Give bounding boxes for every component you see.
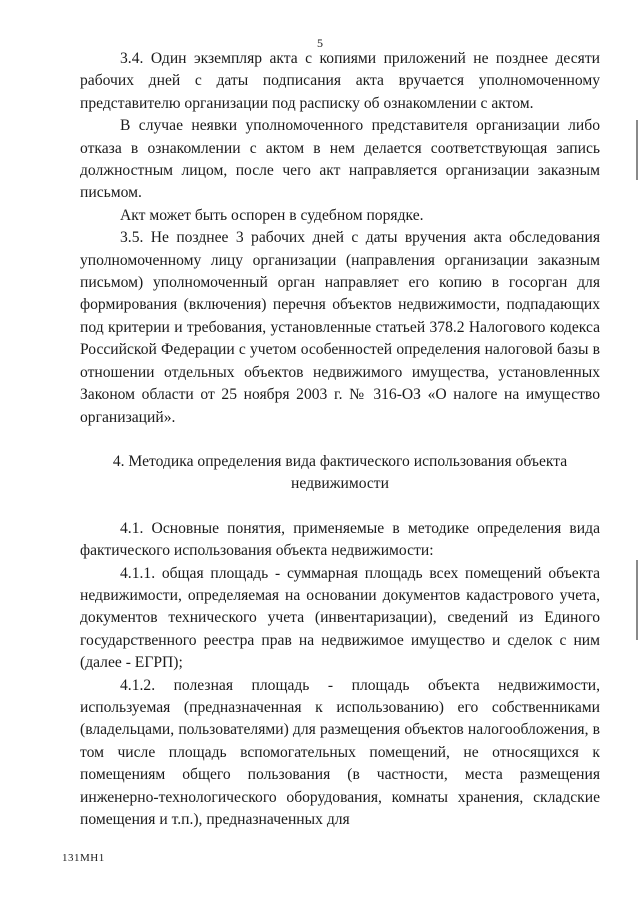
paragraph-appeal: Акт может быть оспорен в судебном порядке.: [120, 206, 424, 224]
paragraph-no-show: В случае неявки уполномоченного представителя организации либо отказа в ознакомлении с актом в нем делается соответствующая запись должностным лицом, после чего акт направляется организации заказным письмом.: [80, 117, 600, 202]
paragraph-4-1-2: 4.1.2. полезная площадь - площадь объекта недвижимости, используемая (предназначенная к использованию) его собственниками (владельцами, пользователями) для размещения объектов налогообложения, в том числе площадь вспомогательных помещений, не относящихся к помещениям общего пользования (в частности, места размещения инженерно-технологического оборудования, комнаты хранения, складские помещения и т.п.), предназначенных для: [80, 676, 600, 828]
page-number: 5: [317, 36, 323, 50]
scan-edge-mark: [636, 560, 638, 640]
scan-edge-mark: [636, 120, 638, 180]
paragraph-3-4: 3.4. Один экземпляр акта с копиями приложений не позднее десяти рабочих дней с даты подписания акта вручается уполномоченному представителю организации под расписку об ознакомлении с актом.: [80, 50, 600, 112]
document-code: 131МН1: [62, 852, 105, 864]
section-heading: 4. Методика определения вида фактического использования объекта недвижимости: [112, 452, 568, 493]
paragraph-3-5: 3.5. Не позднее 3 рабочих дней с даты вручения акта обследования уполномоченному лицу организации (направления организации заказным письмом) уполномоченный орган направляет его копию в госорган для формирования (включения) перечня объектов недвижимости, подпадающих под критерии и требования, установленные статьей 378.2 Налогового кодекса Российской Федерации с учетом особенностей определения налоговой базы в отношении отдельных объектов недвижимого имущества, установленных Законом области от 25 ноября 2003 г. № 316-ОЗ «О налоге на имущество организаций».: [80, 229, 600, 426]
paragraph-4-1: 4.1. Основные понятия, применяемые в методике определения вида фактического использования объекта недвижимости:: [80, 519, 600, 560]
paragraph-4-1-1: 4.1.1. общая площадь - суммарная площадь всех помещений объекта недвижимости, определяемая на основании документов кадастрового учета, документов технического учета (инвентаризации), сведений из Единого государственного реестра прав на недвижимое имущество и сделок с ним (далее - ЕГРП);: [80, 564, 600, 672]
document-body: [80, 48, 600, 831]
